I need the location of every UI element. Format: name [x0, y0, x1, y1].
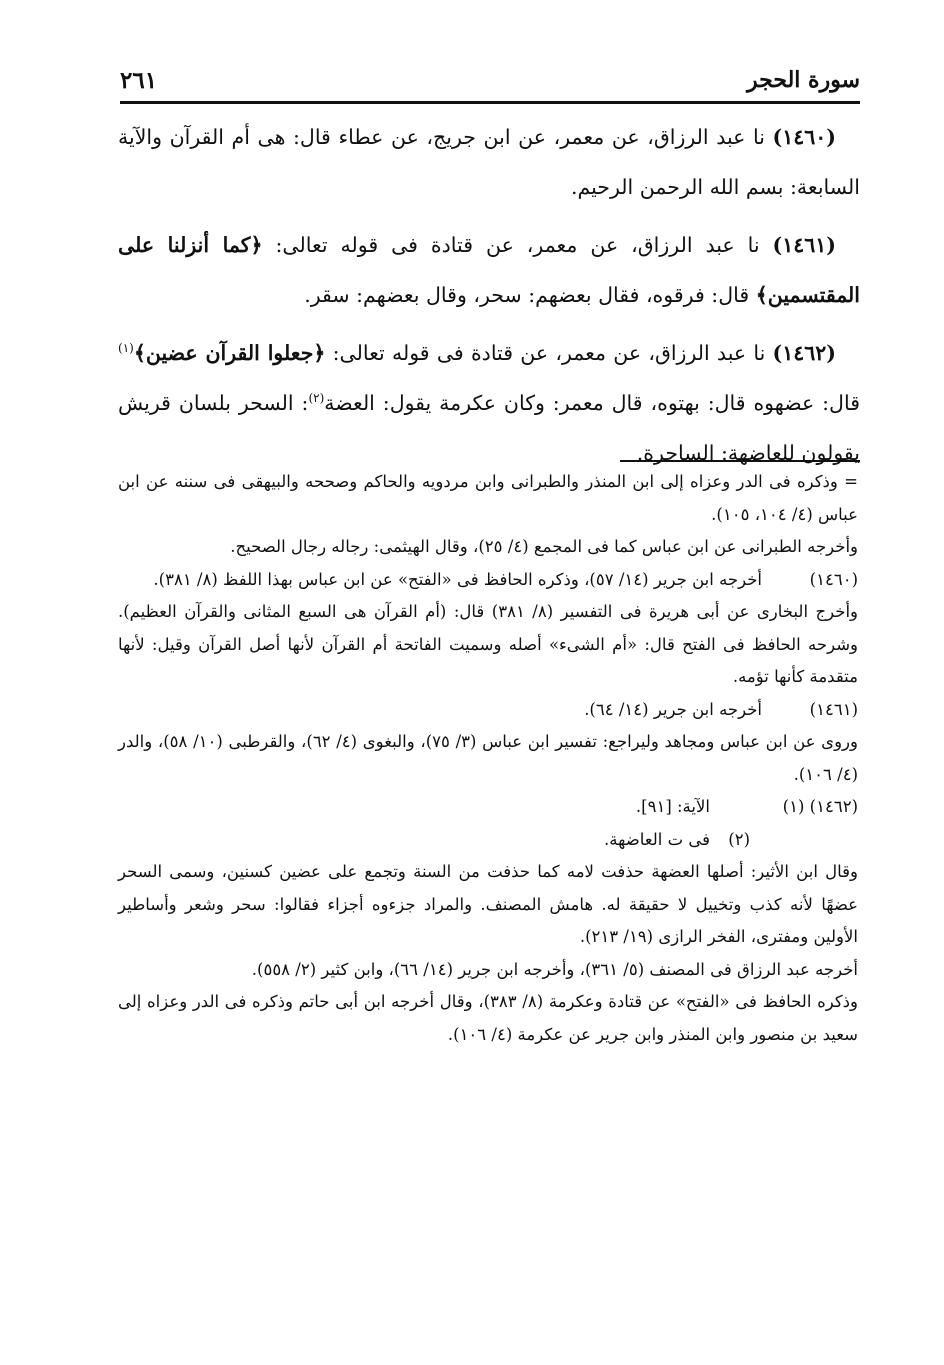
footnote-label: (١٤٦٠)	[809, 569, 858, 589]
footnote-text: الآية: [٩١].	[635, 797, 710, 816]
footnote-text: أخرجه عبد الرزاق فى المصنف (٥/ ٣٦١)، وأخرجه ابن جرير (١٤/ ٦٦)، وابن كثير (٢/ ٥٥٨).	[251, 959, 858, 979]
quran-verse: ﴿كما أنزلنا على المقتسمين﴾	[118, 233, 860, 307]
footnote-text: وذكره الحافظ فى «الفتح» عن قتادة وعكرمة (٨/ ٣٨٣)، وقال أخرجه ابن أبى حاتم وذكره فى الدر وعزاه إلى سعيد بن منصور وابن المنذر وابن جرير عن عكرمة (٤/ ١٠٦).	[118, 992, 858, 1044]
footnote-1460	[118, 564, 858, 597]
footnote-text: وأخرج البخارى عن أبى هريرة فى التفسير (٨/ ٣٨١) قال: (أم القرآن هى السبع المثانى والقرآن العظيم). وشرحه الحافظ فى الفتح قال: «أم الشىء» أصله وسميت الفاتحة أم القرآن لأنها أصل القرآن وقيل: لأنها متقدمة كأنها تؤمه.	[118, 602, 859, 686]
footnotes	[118, 466, 858, 1051]
entry-text: نا عبد الرزاق، عن معمر، عن قتادة فى قوله تعالى:	[332, 341, 766, 365]
footnote-label: (٢)	[728, 829, 750, 849]
footnote-text: أخرجه ابن جرير (١٤/ ٥٧)، وذكره الحافظ فى «الفتح» عن ابن عباس بهذا اللفظ (٨/ ٣٨١).	[153, 569, 762, 589]
footnote-marker: (١)	[118, 341, 134, 356]
footnote-label: (١٤٦٢) (١)	[782, 797, 858, 816]
entry-text: قال: فرقوه، فقال بعضهم: سحر، وقال بعضهم: سقر.	[304, 283, 750, 307]
footnote-1462-2	[118, 824, 858, 857]
entry-text: نا عبد الرزاق، عن معمر، عن ابن جريج، عن عطاء قال: هى أم القرآن والآية السابعة: بسم الله الرحمن الرحيم.	[118, 125, 860, 199]
page-header	[120, 62, 860, 98]
footnote-text: أخرجه ابن جرير (١٤/ ٦٤).	[584, 699, 762, 719]
footnote-marker: (٢)	[308, 391, 325, 406]
footnote-rule	[620, 460, 860, 462]
entry-1460	[118, 112, 860, 212]
entry-text: قال: عضهوه قال: بهتوه، قال معمر: وكان عكرمة يقول: العضة	[324, 391, 860, 415]
entry-text: : السحر بلسان قريش يقولون للعاضهة: الساحرة.	[118, 391, 860, 465]
sura-title: سورة الحجر	[747, 67, 860, 93]
footnote-1461	[118, 694, 858, 727]
entry-1461	[118, 220, 860, 320]
entry-number: (١٤٦٠)	[772, 125, 836, 149]
footnote-carryover: وأخرجه الطبرانى عن ابن عباس كما فى المجمع (٤/ ٢٥)، وقال الهيثمى: رجاله رجال الصحيح.	[230, 537, 858, 556]
entry-text: نا عبد الرزاق، عن معمر، عن قتادة فى قوله تعالى:	[275, 233, 760, 257]
footnote-1462	[118, 791, 858, 824]
footnote-text: فى ت العاضهة.	[604, 829, 710, 849]
entry-1462	[118, 328, 860, 478]
quran-verse: ﴿جعلوا القرآن عضين﴾	[133, 341, 326, 365]
main-text	[118, 112, 860, 486]
entry-number: (١٤٦١)	[772, 233, 836, 257]
entry-number: (١٤٦٢)	[772, 341, 836, 365]
footnote-label: (١٤٦١)	[809, 699, 858, 719]
page-number: ٢٦١	[120, 66, 158, 94]
footnote-carryover: = وذكره فى الدر وعزاه إلى ابن المنذر والطبرانى وابن مردويه والحاكم وصححه والبيهقى فى سننه عن ابن عباس (٤/ ١٠٤، ١٠٥).	[118, 472, 858, 524]
footnote-text: وروى عن ابن عباس ومجاهد وليراجع: تفسير ابن عباس (٣/ ٧٥)، والبغوى (٤/ ٦٢)، والقرطبى (١٠/ ٥٨)، والدر (٤/ ١٠٦).	[118, 732, 858, 784]
footnote-text: وقال ابن الأثير: أصلها العضهة حذفت لامه كما حذفت من السنة وتجمع على عضين كسنين، وسمى السحر عضهًا لأنه كذب وتخييل لا حقيقة له. هامش المصنف. والمراد جزءوه أجزاء فقالوا: سحر وشعر وأساطير الأولين ومفترى، الفخر الرازى (١٩/ ٢١٣).	[118, 862, 858, 946]
header-rule	[120, 101, 860, 104]
